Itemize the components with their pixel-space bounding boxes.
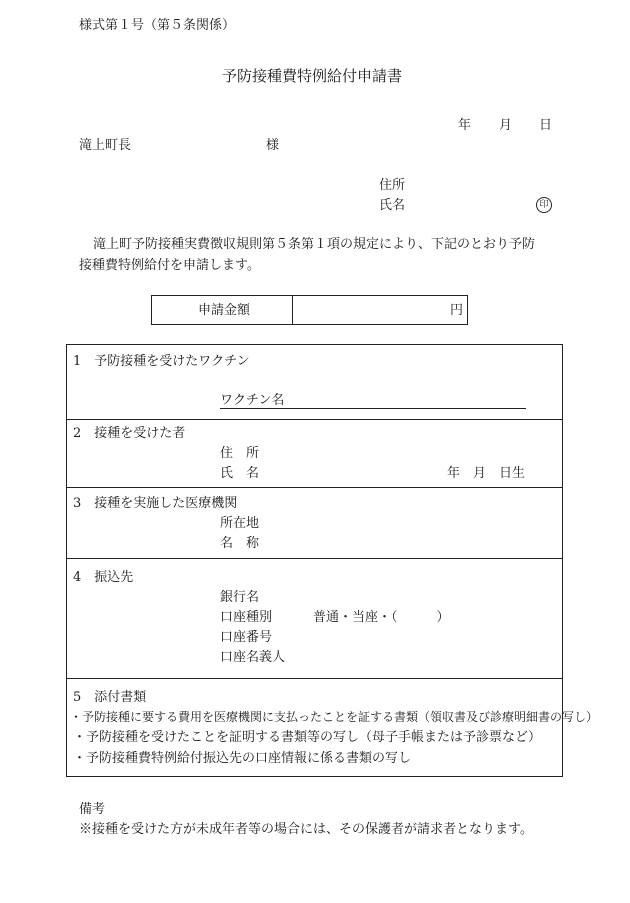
mayor-label: 滝上町長 bbox=[79, 138, 132, 153]
section-divider bbox=[67, 678, 562, 679]
request-text-line-1: 滝上町予防接種実費徴収規則第５条第１項の規定により、下記のとおり予防 bbox=[93, 237, 536, 252]
birthdate-label: 年 月 日生 bbox=[447, 466, 526, 481]
form-number: 様式第１号（第５条関係） bbox=[79, 18, 236, 33]
section-3-title: 3 接種を実施した医療機関 bbox=[73, 496, 238, 511]
amount-divider bbox=[292, 296, 293, 324]
account-number-label: 口座番号 bbox=[220, 630, 273, 645]
applicant-name-label: 氏名 bbox=[379, 198, 406, 213]
section-2-title: 2 接種を受けた者 bbox=[73, 426, 186, 441]
vaccine-name-label: ワクチン名 bbox=[220, 393, 285, 408]
vaccine-name-underline bbox=[220, 408, 526, 409]
date-day: 日 bbox=[539, 118, 553, 133]
section-divider bbox=[67, 419, 562, 420]
sama-label: 様 bbox=[266, 138, 280, 153]
section-4-title: 4 振込先 bbox=[73, 570, 134, 585]
recipient-name-label: 氏 名 bbox=[220, 466, 260, 481]
account-type-options: 普通・当座・（ ） bbox=[313, 610, 450, 625]
remarks-text: ※接種を受けた方が未成年者等の場合には、その保護者が請求者となります。 bbox=[79, 822, 533, 837]
attachment-item-3: ・予防接種費特例給付振込先の口座情報に係る書類の写し bbox=[73, 751, 412, 766]
attachment-item-1: ・予防接種に要する費用を医療機関に支払ったことを証する書類（領収書及び診療明細書の写し） bbox=[70, 710, 599, 724]
amount-table bbox=[151, 295, 468, 325]
seal-mark: 印 bbox=[536, 197, 552, 213]
account-holder-label: 口座名義人 bbox=[220, 650, 286, 665]
section-divider bbox=[67, 487, 562, 488]
recipient-address-label: 住 所 bbox=[220, 446, 260, 461]
form-title: 予防接種費特例給付申請書 bbox=[222, 67, 403, 85]
clinic-name-label: 名 称 bbox=[220, 536, 260, 551]
amount-unit: 円 bbox=[450, 303, 464, 318]
account-type-label: 口座種別 bbox=[220, 610, 273, 625]
date-year: 年 bbox=[458, 118, 472, 133]
request-paragraph bbox=[79, 234, 554, 276]
clinic-location-label: 所在地 bbox=[220, 516, 260, 531]
section-divider bbox=[67, 558, 562, 559]
section-5-title: 5 添付書類 bbox=[73, 690, 147, 705]
applicant-address-label: 住所 bbox=[379, 178, 406, 193]
remarks-label: 備考 bbox=[79, 802, 106, 817]
amount-label: 申請金額 bbox=[198, 303, 251, 318]
details-table bbox=[66, 344, 599, 777]
request-text-line-2: 接種費特例給付を申請します。 bbox=[79, 258, 260, 273]
attachment-item-2: ・予防接種を受けたことを証明する書類等の写し（母子手帳または予診票など） bbox=[73, 730, 542, 745]
date-month: 月 bbox=[499, 118, 513, 133]
bank-name-label: 銀行名 bbox=[220, 590, 260, 605]
section-1-title: 1 予防接種を受けたワクチン bbox=[73, 354, 250, 369]
